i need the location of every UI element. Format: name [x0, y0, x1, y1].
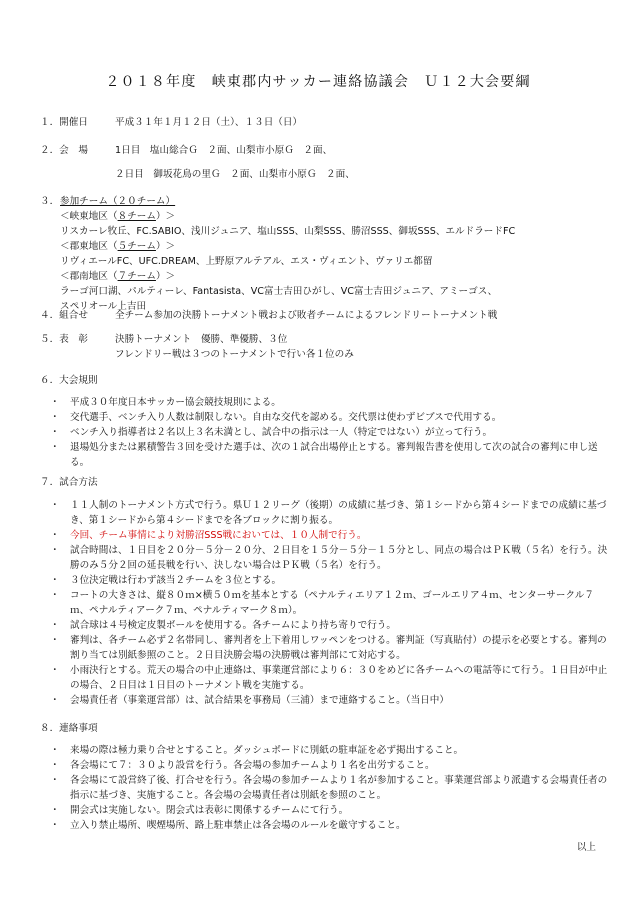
notice-item: 来場の際は極力乗り合せとすること。ダッシュボードに別紙の駐車証を必ず掲出すること。	[70, 745, 464, 756]
award-line-2: フレンドリー戦は３つのトーナメントで行い各１位のみ	[115, 349, 354, 360]
section-8-label: ８．連絡事項	[40, 723, 98, 734]
bullet: ・	[50, 635, 60, 646]
match-item: １１人制のトーナメント方式で行う。県Ｕ１２リーグ（後期）の成績に基づき、第１シードから第４シードまでの成績に基づき、第１シードから第４シードまでを各ブロックに割り振る。	[70, 500, 607, 526]
bullet: ・	[50, 805, 60, 816]
district-gunnan-teams-2: スペリオール上吉田	[60, 301, 147, 312]
document-title: ２０１８年度 峡東郡内サッカー連絡協議会 Ｕ１２大会要綱	[105, 74, 531, 90]
closing-mark: 以上	[576, 842, 596, 853]
notice-item: 立入り禁止場所、喫煙場所、路上駐車禁止は各会場のルールを厳守すること。	[70, 820, 406, 831]
section-7-label: ７．試合方法	[40, 477, 98, 488]
match-item-highlight: 今回、チーム事情により対勝沼SSS戦においては、１０人制で行う。	[70, 530, 367, 541]
section-1-value: 平成３１年１月１２日（土）、１３日（日）	[115, 117, 303, 128]
rule-item: ベンチ入り指導者は２名以上３名未満とし、試合中の指示は一人（特定ではない）が立って行う。	[70, 427, 493, 438]
bullet: ・	[50, 575, 60, 586]
match-item: 会場責任者（事業運営部）は、試合結果を事務局（三浦）まで連絡すること。（当日中）	[70, 695, 449, 706]
section-4-value: 全チーム参加の決勝トーナメント戦および敗者チームによるフレンドリートーナメント戦	[115, 310, 498, 321]
bullet: ・	[50, 760, 60, 771]
bullet: ・	[50, 442, 60, 453]
match-item: ３位決定戦は行わず該当２チームを３位とする。	[70, 575, 282, 586]
section-5-label: ５．表 彰	[40, 334, 88, 345]
bullet: ・	[50, 745, 60, 756]
match-item: 試合球は４号検定皮製ボールを使用する。各チームにより持ち寄りで行う。	[70, 620, 396, 631]
district-gunnan-heading: ＜郡南地区（７チーム）＞	[60, 271, 176, 282]
section-1-label: １．開催日	[40, 117, 88, 128]
rule-item: 退場処分または累積警告３回を受けた選手は、次の１試合出場停止とする。審判報告書を使用して次の試合の審判に申し送る。	[70, 442, 598, 468]
bullet: ・	[50, 775, 60, 786]
bullet: ・	[50, 397, 60, 408]
notice-item: 各会場にて設営終了後、打合せを行う。各会場の参加チームより１名が参加すること。事業運営部より派遣する会場責任者の指示に基づき、実施すること。各会場の会場責任者は別紙を参照のこと。	[70, 775, 608, 801]
district-gunnan-teams-1: ラーゴ河口湖、パルティーレ、Fantasista、VC富士吉田ひがし、VC富士吉田ジュニア、アミーゴス、	[60, 286, 498, 297]
venue-day1: 1日目 塩山総合Ｇ ２面、山梨市小原Ｇ ２面、	[115, 145, 333, 156]
bullet: ・	[50, 427, 60, 438]
notice-item: 各会場にて７：３０より設営を行う。各会場の参加チームより１名を出労すること。	[70, 760, 435, 771]
bullet: ・	[50, 590, 60, 601]
bullet: ・	[50, 665, 60, 676]
match-item: コートの大きさは、縦８０ｍ×横５０ｍを基本とする（ペナルティエリア１２ｍ、ゴールエリア４ｍ、センターサークル７ｍ、ペナルティアーク７ｍ、ペナルティマーク８ｍ）。	[70, 590, 594, 616]
district-kyoto-heading: ＜峡東地区（８チーム）＞	[60, 211, 176, 222]
district-gunto-heading: ＜郡東地区（５チーム）＞	[60, 241, 176, 252]
bullet: ・	[50, 530, 60, 541]
district-kyoto-teams: リスカーレ牧丘、FC.SABIO、浅川ジュニア、塩山SSS、山梨SSS、勝沼SSS、御坂SSS、エルドラードFC	[60, 226, 516, 237]
section-6-label: ６．大会規則	[40, 375, 98, 386]
bullet: ・	[50, 695, 60, 706]
match-item: 審判は、各チーム必ず２名帯同し、審判者を上下着用しワッペンをつける。審判証（写真貼付）の提示を必要とする。審判の割り当ては別紙参照のこと。２日目決勝会場の決勝戦は審判部にて対応する。	[70, 635, 607, 661]
bullet: ・	[50, 412, 60, 423]
rule-item: 交代選手、ベンチ入り人数は制限しない。自由な交代を認める。交代票は使わずビブスで代用する。	[70, 412, 502, 423]
section-3-label: ３．	[40, 196, 60, 207]
award-line-1: 決勝トーナメント 優勝、準優勝、３位	[115, 334, 288, 345]
section-2-label: ２．会 場	[40, 145, 88, 156]
bullet: ・	[50, 620, 60, 631]
rule-item: 平成３０年度日本サッカー協会競技規則による。	[70, 397, 281, 408]
bullet: ・	[50, 545, 60, 556]
match-item: 小雨決行とする。荒天の場合の中止連絡は、事業運営部により６：３０をめどに各チームへの電話等にて行う。１日目が中止の場合、２日目は１日目のトーナメント戦を実施する。	[70, 665, 608, 691]
bullet: ・	[50, 500, 60, 511]
section-3-heading: 参加チーム（２０チーム）	[60, 196, 176, 207]
venue-day2: ２日目 御坂花鳥の里Ｇ ２面、山梨市小原Ｇ ２面、	[115, 169, 355, 180]
district-gunto-teams: リヴィエールFC、UFC.DREAM、上野原アルテアル、エス・ヴィエント、ヴァリエ都留	[60, 256, 433, 267]
section-4-label: ４．組合せ	[40, 310, 88, 321]
bullet: ・	[50, 820, 60, 831]
match-item: 試合時間は、１日目を２０分－５分－２０分、２日目を１５分－５分－１５分とし、同点の場合はＰＫ戦（５名）を行う。決勝のみ５分２回の延長戦を行い、決しない場合はＰＫ戦（５名）を行う。	[70, 545, 608, 571]
notice-item: 開会式は実施しない。閉会式は表彰に関係するチームにて行う。	[70, 805, 349, 816]
